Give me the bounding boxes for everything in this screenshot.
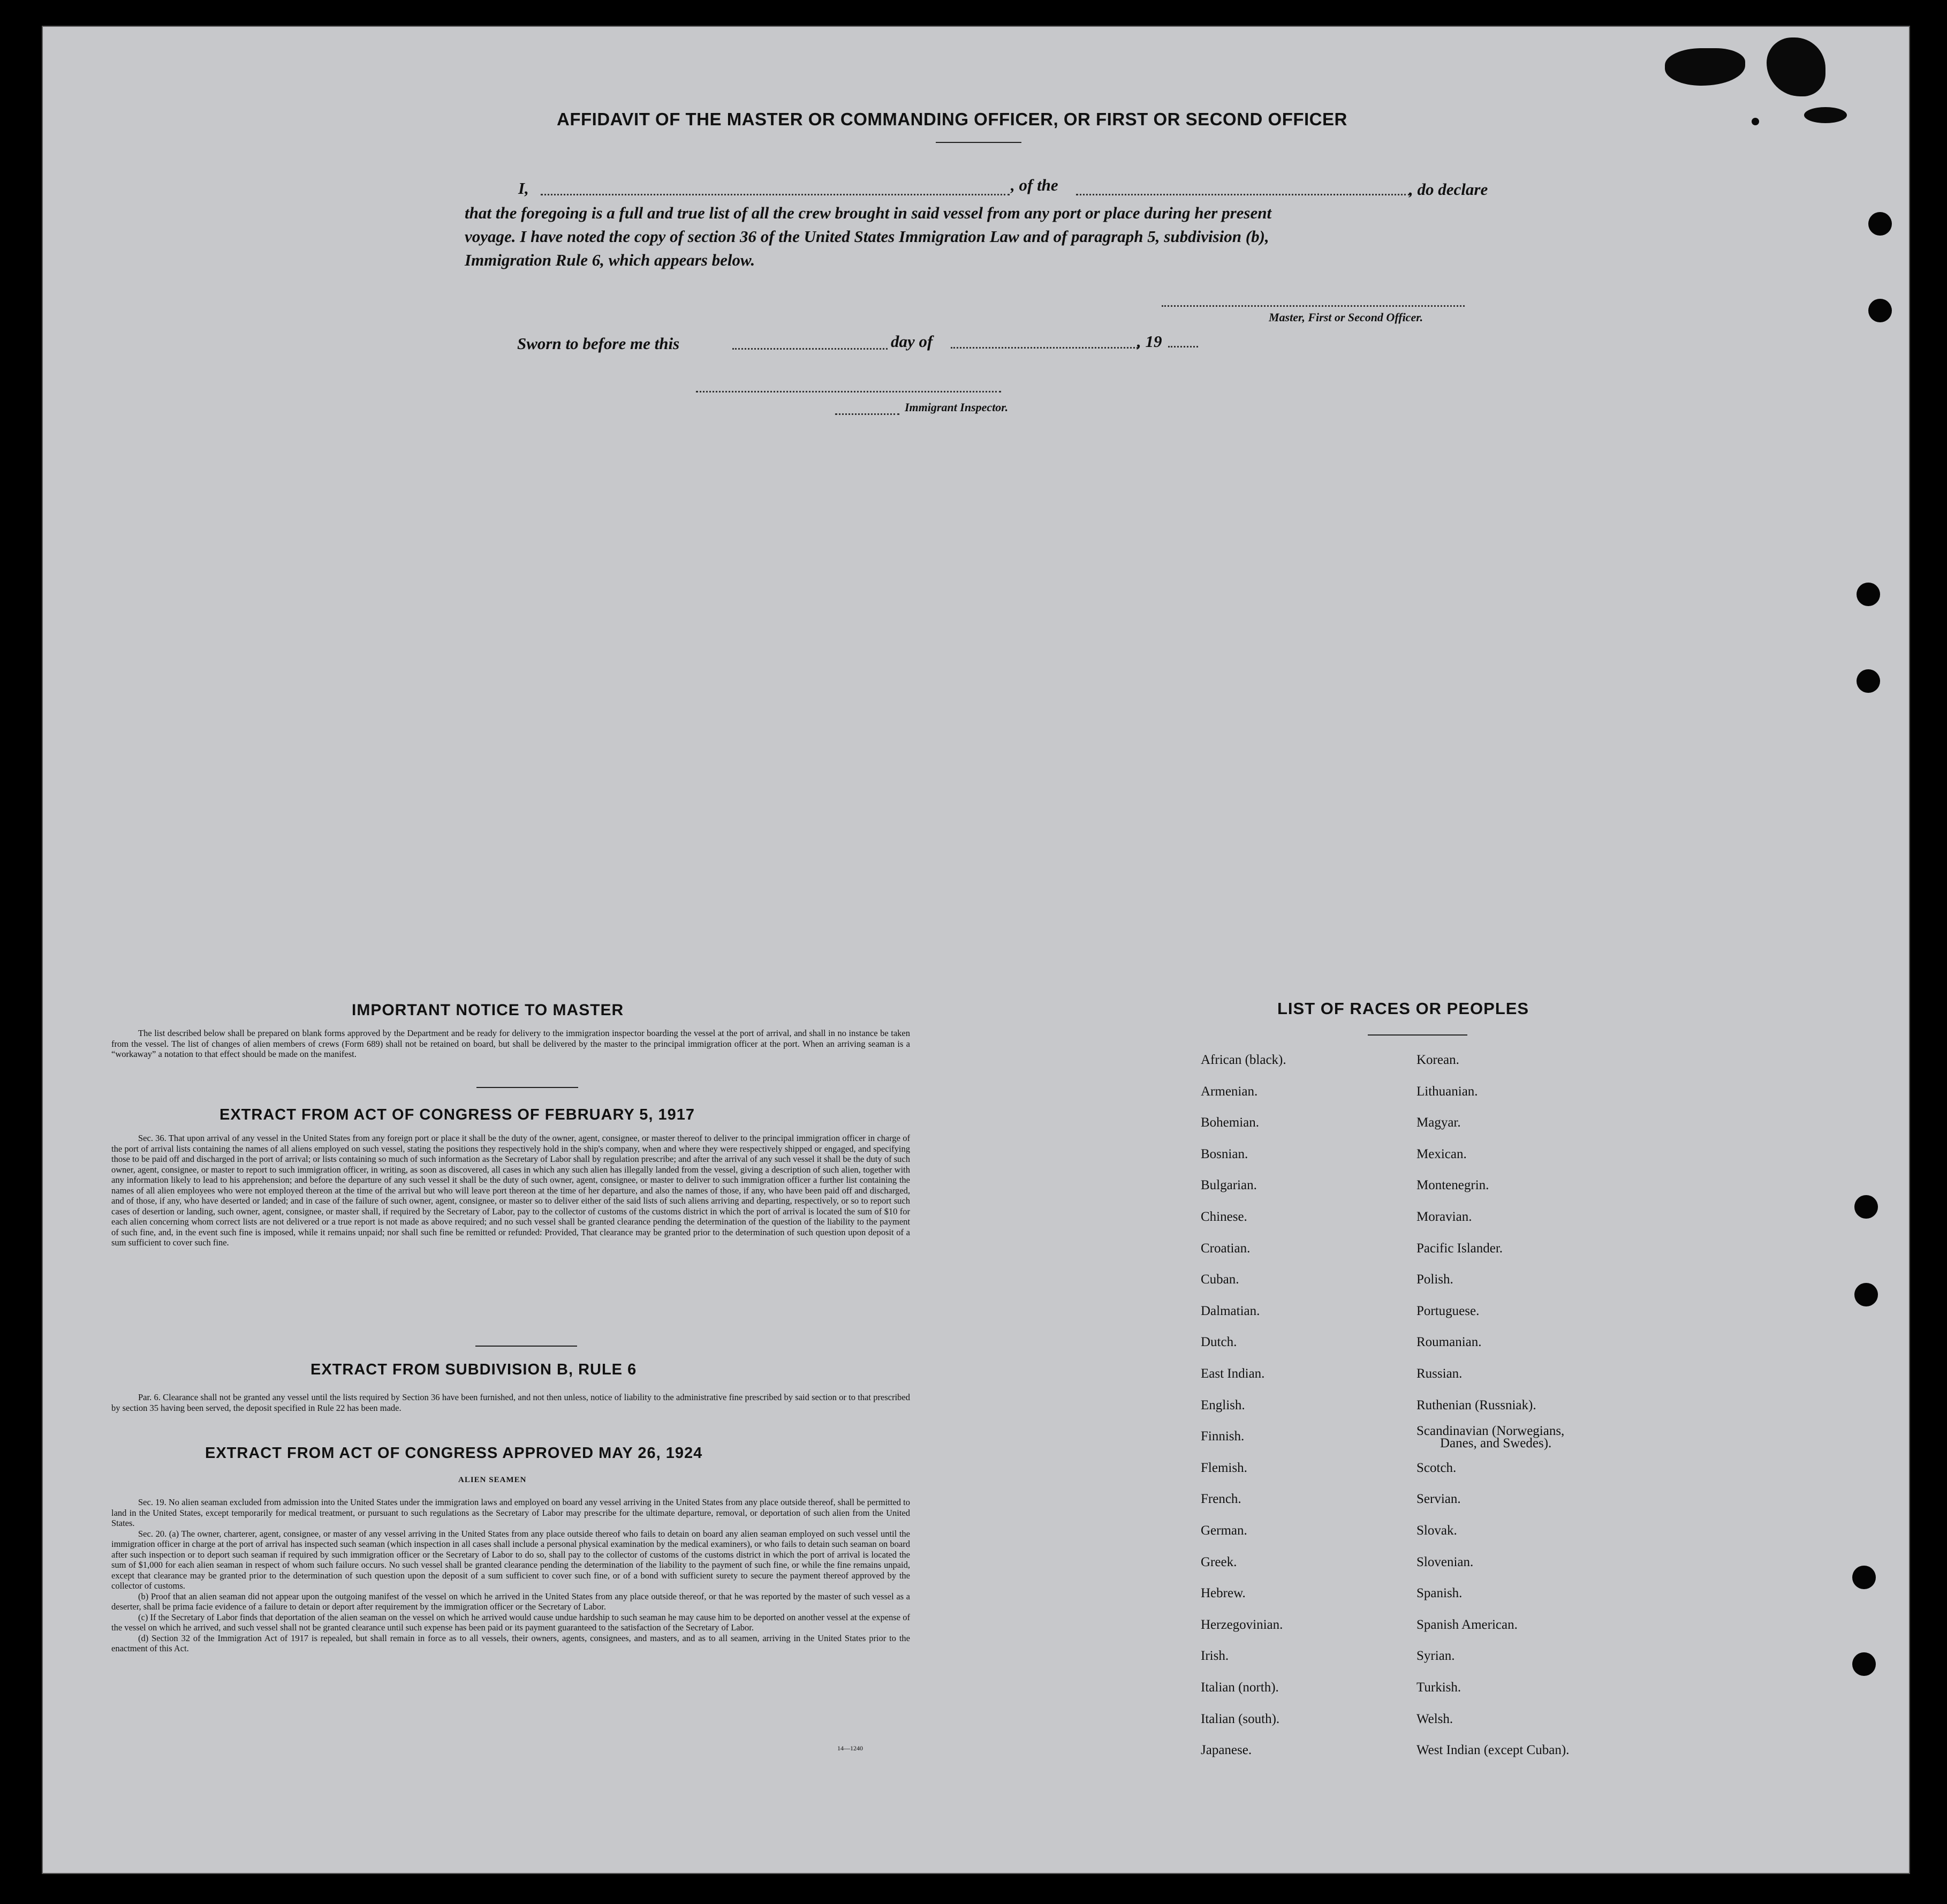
race-item: Chinese.: [1201, 1210, 1247, 1224]
ink-blot: [1752, 118, 1759, 125]
ink-blot: [1804, 107, 1847, 123]
day-of-label: day of: [891, 332, 933, 351]
punch-hole: [1852, 1652, 1876, 1676]
form-number: 14—1240: [837, 1744, 863, 1752]
punch-hole: [1854, 1195, 1878, 1219]
race-continuation: Danes, and Swedes).: [1440, 1436, 1552, 1450]
inspector-signature-prefix: [835, 413, 899, 415]
race-item: Magyar.: [1416, 1115, 1461, 1130]
sworn-day-field[interactable]: [732, 348, 888, 350]
sec-20b-paragraph: (b) Proof that an alien seaman did not appear upon the outgoing manifest of the vessel on which he arrived in the United States from any place outside thereof, or that he was reported by the master of such vessel as a deserter, shall be prima facie evidence of a failure to detain or deport after requirement by the immigration officer or the Secretary of Labor.: [111, 1591, 910, 1612]
affidavit-title: AFFIDAVIT OF THE MASTER OR COMMANDING OFFICER, OR FIRST OR SECOND OFFICER: [557, 109, 1347, 129]
master-signature-label: Master, First or Second Officer.: [1269, 311, 1423, 324]
inspector-signature-line[interactable]: [696, 391, 1001, 392]
punch-hole: [1868, 299, 1892, 322]
race-item: Dalmatian.: [1201, 1303, 1260, 1318]
extract-1924-text: [111, 1497, 910, 1654]
inspector-label: Immigrant Inspector.: [905, 401, 1009, 414]
name-field[interactable]: [541, 194, 1010, 195]
race-item: Roumanian.: [1416, 1335, 1482, 1350]
sworn-label: Sworn to before me this: [517, 334, 680, 353]
race-item: German.: [1201, 1523, 1247, 1538]
extract-1917-title: EXTRACT FROM ACT OF CONGRESS OF FEBRUARY 5, 1917: [219, 1106, 695, 1123]
race-item: Portuguese.: [1416, 1303, 1480, 1318]
notice-paragraph: The list described below shall be prepared on blank forms approved by the Department and be ready for delivery to the immigration inspector boarding the vessel at the port of arrival, and shall in no instance be taken from the vessel. The list of changes of alien members of crews (Form 689) shall not be retained on board, but shall be delivered by the master to the principal immigration officer at the port. When an arriving seaman is a “workaway” a notation to that effect should be made on the manifest.: [111, 1028, 910, 1059]
race-item: Scandinavian (Norwegians,: [1416, 1424, 1565, 1439]
race-item: Dutch.: [1201, 1335, 1237, 1350]
title-divider: [936, 142, 1021, 143]
extract-1917-text: [111, 1133, 910, 1248]
race-item: Italian (north).: [1201, 1680, 1279, 1695]
sec-20a-paragraph: Sec. 20. (a) The owner, charterer, agent, consignee, or master of any vessel arriving in the United States from any place outside thereof who fails to detain on board any alien seaman employed on such vessel until the immigration officer in charge at the port of arrival has inspected such seaman (which inspection in all cases shall include a personal physical examination by the medical examiners), or who fails to detain such seaman on board after such inspection or to deport such seaman if required by such immigration officer or the Secretary of Labor to do so, shall pay to the collector of customs of the customs district in which the port of arrival is located the sum of $1,000 for each alien seaman in respect of whom such failure occurs. No such vessel shall be granted clearance pending the determination of the liability to the payment of such fine, or while the fine remains unpaid, except that clearance may be granted prior to the determination of such question upon the deposit of a sum sufficient to cover such fine, or of a bond with sufficient surety to secure the payment thereof approved by the collector of customs.: [111, 1528, 910, 1591]
affidavit-i-label: I,: [518, 179, 529, 198]
race-item: Lithuanian.: [1416, 1084, 1478, 1099]
sworn-year-field[interactable]: [1168, 346, 1198, 347]
race-item: East Indian.: [1201, 1366, 1265, 1381]
race-item: Croatian.: [1201, 1241, 1251, 1256]
alien-seamen-subtitle: ALIEN SEAMEN: [458, 1476, 527, 1484]
sec-36-paragraph: Sec. 36. That upon arrival of any vessel in the United States from any foreign port or place it shall be the duty of the owner, agent, consignee, or master thereof to deliver to the principal immigration officer in charge of the port of arrival lists containing the names of all aliens employed on such vessel, stating the positions they respectively hold in the ship's company, when and where they were respectively shipped or engaged, and specifying those to be paid off and discharged in the port of arrival; or lists containing so much of such information as the Secretary of Labor shall by regulation prescribe; and after the arrival of any such vessel it shall be the duty of such owner, agent, consignee, or master to report to such immigration officer, in writing, as soon as discovered, all cases in which any such alien has illegally landed from the vessel, giving a description of such alien, together with any information likely to lead to his apprehension; and before the departure of any such vessel it shall be the duty of such owner, agent, consignee, or master to deliver to such immigration officer a further list containing the names of all alien employees who were not employed thereon at the time of the arrival but who will leave port thereon at the time of her departure, and also the names of those, if any, who have been paid off and discharged, and of those, if any, who have deserted or landed; and in case of the failure of such owner, agent, consignee, or master so to deliver either of the said lists of such aliens arriving and departing, respectively, or so to report such cases of desertion or landing, such owner, agent, consignee, or master shall, if required by the Secretary of Labor, pay to the collector of customs of the customs district in which the port of arrival is located the sum of $10 for each alien concerning whom correct lists are not delivered or a true report is not made as above required; and no such vessel shall be granted clearance pending the determination of the question of the liability to the payment of such fine, and, in the event such fine is imposed, while it remains unpaid; nor shall such fine be remitted or refunded: Provided, That clearance may be granted prior to the determination of such question upon deposit of a sum sufficient to cover such fine.: [111, 1133, 910, 1248]
punch-hole: [1854, 1283, 1878, 1306]
race-item: Herzegovinian.: [1201, 1617, 1283, 1632]
race-item: Syrian.: [1416, 1649, 1455, 1664]
section-divider: [476, 1087, 578, 1088]
punch-hole: [1852, 1566, 1876, 1589]
race-item: Finnish.: [1201, 1429, 1245, 1444]
race-item: Turkish.: [1416, 1680, 1461, 1695]
race-item: Welsh.: [1416, 1711, 1453, 1726]
punch-hole: [1857, 583, 1880, 606]
sec-20d-paragraph: (d) Section 32 of the Immigration Act of 1917 is repealed, but shall remain in force as to all vessels, their owners, agents, consignees, and masters, and as to all seamen, arriving in the United States prior to the enactment of this Act.: [111, 1633, 910, 1653]
race-item: Pacific Islander.: [1416, 1241, 1503, 1256]
race-item: Cuban.: [1201, 1272, 1239, 1287]
race-item: Slovak.: [1416, 1523, 1457, 1538]
par-6-paragraph: Par. 6. Clearance shall not be granted any vessel until the lists required by Section 36 have been furnished, and not then unless, notice of liability to the administrative fine prescribed by said section or to that prescribed by section 35 having been served, the deposit specified in Rule 22 has been made.: [111, 1392, 910, 1413]
race-item: African (black).: [1201, 1053, 1286, 1067]
race-item: Polish.: [1416, 1272, 1453, 1287]
notice-text: [111, 1028, 910, 1060]
affidavit-declare-label: , do declare: [1409, 180, 1488, 199]
race-item: Ruthenian (Russniak).: [1416, 1397, 1536, 1412]
race-item: Hebrew.: [1201, 1586, 1246, 1601]
race-item: Greek.: [1201, 1554, 1237, 1569]
race-item: Bohemian.: [1201, 1115, 1260, 1130]
race-item: Bosnian.: [1201, 1146, 1248, 1161]
extract-1924-title: EXTRACT FROM ACT OF CONGRESS APPROVED MAY 26, 1924: [205, 1445, 703, 1462]
race-item: Montenegrin.: [1416, 1178, 1489, 1193]
affidavit-body-line3: Immigration Rule 6, which appears below.: [465, 251, 755, 269]
race-item: Armenian.: [1201, 1084, 1258, 1099]
race-item: Spanish.: [1416, 1586, 1463, 1601]
race-item: Bulgarian.: [1201, 1178, 1257, 1193]
race-item: French.: [1201, 1492, 1241, 1507]
race-item: Servian.: [1416, 1492, 1461, 1507]
sworn-month-field[interactable]: [951, 347, 1138, 349]
vessel-field[interactable]: [1076, 194, 1410, 195]
sec-19-paragraph: Sec. 19. No alien seaman excluded from admission into the United States under the immigration laws and employed on board any vessel arriving in the United States from any place outside thereof, shall be permitted to land in the United States, except temporarily for medical treatment, or pursuant to such regulations as the Secretary of Labor may prescribe for the ultimate departure, removal, or deportation of such alien from the United States.: [111, 1497, 910, 1528]
year-label: , 19: [1137, 332, 1162, 351]
race-item: Japanese.: [1201, 1743, 1252, 1758]
extract-rule6-title: EXTRACT FROM SUBDIVISION B, RULE 6: [310, 1361, 637, 1378]
extract-rule6-text: [111, 1392, 910, 1413]
race-item: Flemish.: [1201, 1460, 1247, 1475]
races-title-divider: [1368, 1034, 1467, 1036]
affidavit-body-line2: voyage. I have noted the copy of section 36 of the United States Immigration Law and of paragraph 5, subdivision (b),: [465, 227, 1269, 246]
races-title: LIST OF RACES OR PEOPLES: [1277, 999, 1529, 1018]
notice-title: IMPORTANT NOTICE TO MASTER: [352, 1001, 624, 1019]
race-item: Irish.: [1201, 1649, 1229, 1664]
affidavit-body-line1: that the foregoing is a full and true list of all the crew brought in said vessel from any port or place during her present: [465, 203, 1272, 222]
race-item: Russian.: [1416, 1366, 1463, 1381]
race-item: Moravian.: [1416, 1210, 1472, 1224]
race-item: Slovenian.: [1416, 1554, 1474, 1569]
affidavit-of-the-label: , of the: [1011, 176, 1058, 194]
race-item: Italian (south).: [1201, 1711, 1280, 1726]
sec-20c-paragraph: (c) If the Secretary of Labor finds that deportation of the alien seaman on the vessel on which he arrived would cause undue hardship to such seaman he may cause him to be deported on another vessel at the expense of the vessel on which he arrived, and such vessel shall not be granted clearance until such expense has been paid or its payment guaranteed to the satisfaction of the Secretary of Labor.: [111, 1612, 910, 1633]
master-signature-line[interactable]: [1162, 305, 1465, 307]
race-item: Mexican.: [1416, 1146, 1467, 1161]
race-item: English.: [1201, 1397, 1245, 1412]
race-item: Korean.: [1416, 1053, 1459, 1067]
race-item: Spanish American.: [1416, 1617, 1518, 1632]
section-divider: [475, 1346, 577, 1347]
punch-hole: [1857, 669, 1880, 693]
race-item: West Indian (except Cuban).: [1416, 1743, 1570, 1758]
race-item: Scotch.: [1416, 1460, 1457, 1475]
punch-hole: [1868, 212, 1892, 236]
